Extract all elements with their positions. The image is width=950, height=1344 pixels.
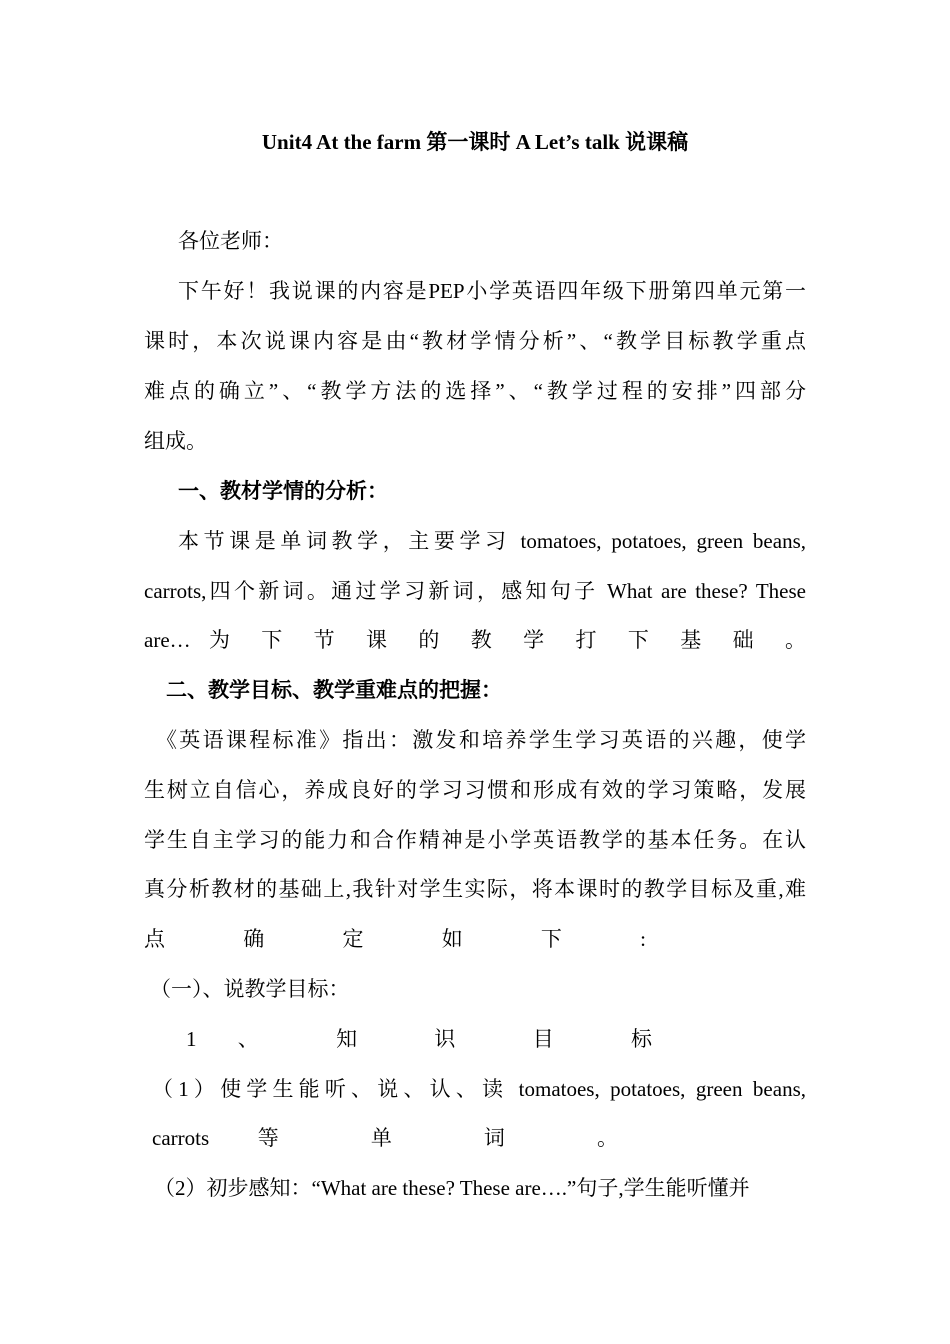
- paragraph-line: 课时，本次说课内容是由“教材学情分析”、“教学目标教学重点: [144, 329, 806, 353]
- paragraph-line: carrots,四个新词。通过学习新词，感知句子 What are these? These: [144, 579, 806, 603]
- paragraph-line: 真分析教材的基础上,我针对学生实际，将本课时的教学目标及重,难: [144, 877, 806, 901]
- greeting: 各位老师：: [178, 229, 283, 253]
- paragraph-line: 《英语课程标准》指出：激发和培养学生学习英语的兴趣，使学: [156, 728, 806, 752]
- paragraph-line: 下午好！我说课的内容是PEP小学英语四年级下册第四单元第一: [178, 279, 806, 303]
- paragraph-line: 学生自主学习的能力和合作精神是小学英语教学的基本任务。在认: [144, 828, 806, 852]
- subsection-heading: （一）、说教学目标：: [150, 977, 350, 1001]
- section-heading: 二、教学目标、教学重难点的把握：: [166, 678, 502, 702]
- paragraph-line: 生树立自信心，养成良好的学习习惯和形成有效的学习策略，发展: [144, 778, 806, 802]
- subsection-item: 1 、 知 识 目 标: [186, 1027, 652, 1051]
- section-heading: 一、教材学情的分析：: [178, 479, 388, 503]
- paragraph-line: （2）初步感知：“What are these? These are….”句子,学生能听懂并: [154, 1176, 750, 1200]
- paragraph-line: carrots 等 单 词 。: [152, 1126, 618, 1150]
- paragraph-line: 本节课是单词教学，主要学习 tomatoes, potatoes, green beans,: [178, 529, 806, 553]
- paragraph-line: 点 确 定 如 下 :: [144, 927, 646, 951]
- paragraph-line: are… 为 下 节 课 的 教 学 打 下 基 础 。: [144, 628, 806, 652]
- document-title: Unit4 At the farm 第一课时 A Let’s talk 说课稿: [261, 130, 689, 154]
- paragraph-line: 组成。: [144, 429, 207, 453]
- paragraph-line: （1）使学生能听、说、认、读 tomatoes, potatoes, green beans,: [152, 1077, 806, 1101]
- paragraph-line: 难点的确立”、“教学方法的选择”、“教学过程的安排”四部分: [144, 379, 806, 403]
